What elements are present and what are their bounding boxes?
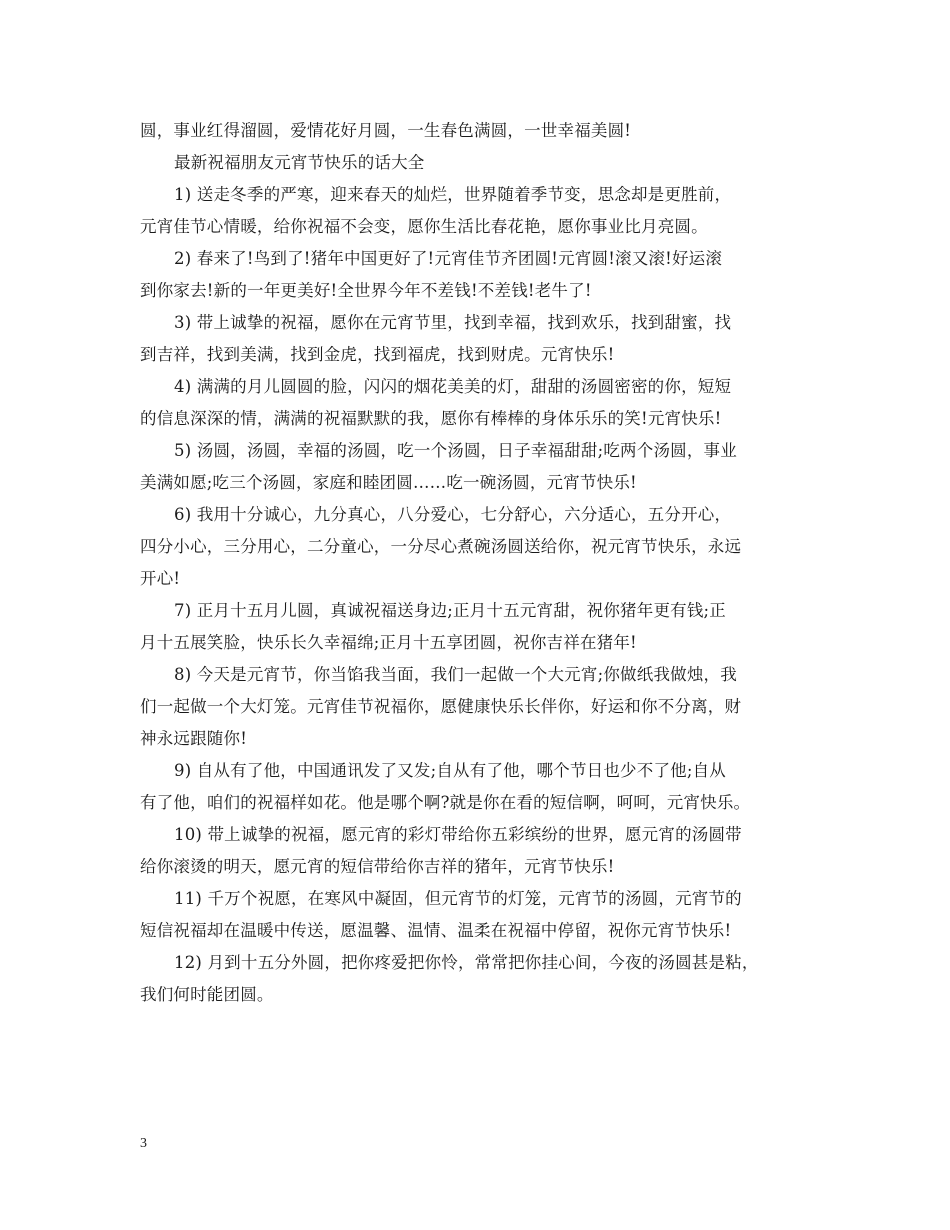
text-line: 1) 送走冬季的严寒，迎来春天的灿烂，世界随着季节变，思念却是更胜前， bbox=[174, 185, 732, 204]
text-line: 元宵佳节心情暖，给你祝福不会变，愿你生活比春花艳，愿你事业比月亮圆。 bbox=[140, 217, 708, 236]
text-line: 美满如愿;吃三个汤圆，家庭和睦团圆……吃一碗汤圆，元宵节快乐! bbox=[140, 473, 637, 492]
text-line: 2) 春来了!鸟到了!猪年中国更好了!元宵佳节齐团圆!元宵圆!滚又滚!好运滚 bbox=[174, 249, 723, 268]
text-line: 3) 带上诚挚的祝福，愿你在元宵节里，找到幸福，找到欢乐，找到甜蜜，找 bbox=[174, 313, 732, 332]
text-line: 短信祝福却在温暖中传送，愿温馨、温情、温柔在祝福中停留，祝你元宵节快乐! bbox=[140, 921, 732, 940]
text-line: 9) 自从有了他，中国通讯发了又发;自从有了他，哪个节日也少不了他;自从 bbox=[174, 761, 726, 780]
text-line: 四分小心，三分用心，二分童心，一分尽心煮碗汤圆送给你，祝元宵节快乐，永远 bbox=[140, 537, 742, 556]
text-line: 12) 月到十五分外圆，把你疼爱把你怜，常常把你挂心间，今夜的汤圆甚是粘， bbox=[174, 953, 759, 972]
text-line: 神永远跟随你! bbox=[140, 729, 248, 748]
document-body bbox=[140, 115, 812, 1011]
text-line: 们一起做一个大灯笼。元宵佳节祝福你，愿健康快乐长伴你，好运和你不分离，财 bbox=[140, 697, 742, 716]
text-line: 给你滚烫的明天，愿元宵的短信带给你吉祥的猪年，元宵节快乐! bbox=[140, 857, 615, 876]
text-line: 5) 汤圆，汤圆，幸福的汤圆，吃一个汤圆，日子幸福甜甜;吃两个汤圆，事业 bbox=[174, 441, 737, 460]
text-line: 8) 今天是元宵节，你当馅我当面，我们一起做一个大元宵;你做纸我做烛，我 bbox=[174, 665, 737, 684]
text-line: 月十五展笑脸，快乐长久幸福绵;正月十五享团圆，祝你吉祥在猪年! bbox=[140, 633, 637, 652]
text-line: 到你家去!新的一年更美好!全世界今年不差钱!不差钱!老牛了! bbox=[140, 281, 592, 300]
section-heading: 最新祝福朋友元宵节快乐的话大全 bbox=[174, 153, 425, 172]
text-line: 有了他，咱们的祝福样如花。他是哪个啊?就是你在看的短信啊，呵呵，元宵快乐。 bbox=[140, 793, 751, 812]
text-line: 开心! bbox=[140, 569, 181, 588]
page-number: 3 bbox=[140, 1136, 147, 1151]
text-line: 的信息深深的情，满满的祝福默默的我，愿你有棒棒的身体乐乐的笑!元宵快乐! bbox=[140, 409, 722, 428]
text-line: 7) 正月十五月儿圆，真诚祝福送身边;正月十五元宵甜，祝你猪年更有钱;正 bbox=[174, 601, 726, 620]
text-line: 到吉祥，找到美满，找到金虎，找到福虎，找到财虎。元宵快乐! bbox=[140, 345, 615, 364]
text-line: 6) 我用十分诚心，九分真心，八分爱心，七分舒心，六分适心，五分开心， bbox=[174, 505, 732, 524]
text-line: 10) 带上诚挚的祝福，愿元宵的彩灯带给你五彩缤纷的世界，愿元宵的汤圆带 bbox=[174, 825, 742, 844]
text-line: 11) 千万个祝愿，在寒风中凝固，但元宵节的灯笼，元宵节的汤圆，元宵节的 bbox=[174, 889, 742, 908]
text-line: 4) 满满的月儿圆圆的脸，闪闪的烟花美美的灯，甜甜的汤圆密密的你，短短 bbox=[174, 377, 732, 396]
text-line: 我们何时能团圆。 bbox=[140, 985, 274, 1004]
text-line: 圆，事业红得溜圆，爱情花好月圆，一生春色满圆，一世幸福美圆! bbox=[140, 121, 632, 140]
